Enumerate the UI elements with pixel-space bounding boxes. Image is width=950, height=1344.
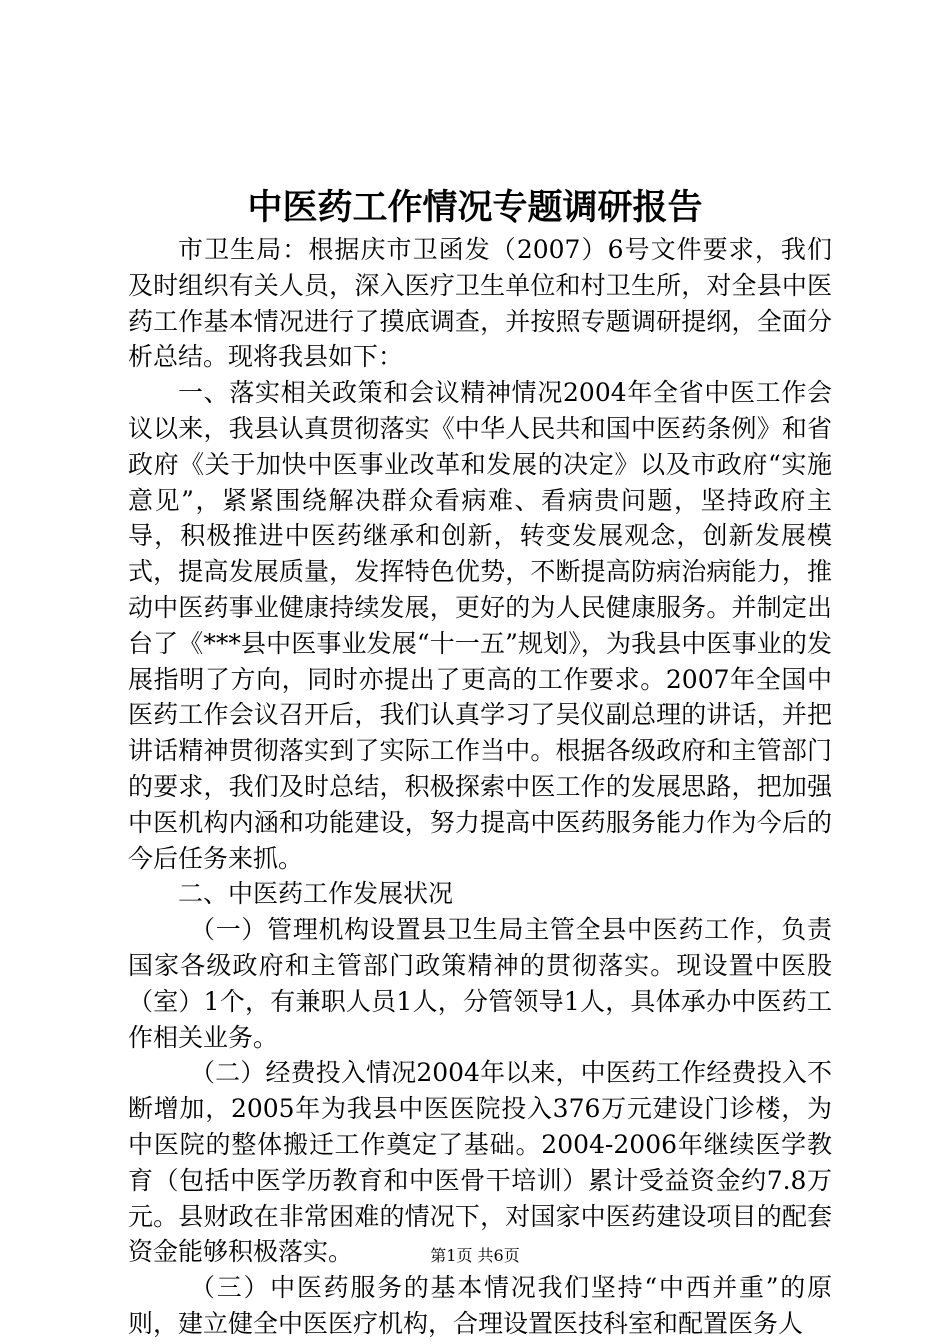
paragraph-section-2-heading: 二、中医药工作发展状况 [178,879,454,909]
paragraph-section-1: 一、落实相关政策和会议精神情况2004年全省中医工作会议以来，我县认真贯彻落实《中华人民共和国中医药条例》和省政府《关于加快中医事业改革和发展的决定》以及市政府“实施意见”，紧紧围绕解决群众看病难、看病贵问题，坚持政府主导，积极推进中医药继承和创新，转变发展观念，创新发展模式，提高发展质量，发挥特色优势，不断提高防病治病能力，推动中医药事业健康持续发展，更好的为人民健康服务。并制定出台了《***县中医事业发展“十一五”规划》，为我县中医事业的发展指明了方向，同时亦提出了更高的工作要求。2007年全国中医药工作会议召开后，我们认真学习了吴仪副总理的讲话，并把讲话精神贯彻落实到了实际工作当中。根据各级政府和主管部门的要求，我们及时总结，积极探索中医工作的发展思路，把加强中医机构内涵和功能建设，努力提高中医药服务能力作为今后的今后任务来抓。 [128,378,832,873]
paragraph-subsection-2: （二）经费投入情况2004年以来，中医药工作经费投入不断增加，2005年为我县中医医院投入376万元建设门诊楼，为中医院的整体搬迁工作奠定了基础。2004-2006年继续医学教育（包括中医学历教育和中医骨干培训）累计受益资金约7.8万元。县财政在非常困难的情况下，对国家中医药建设项目的配套资金能够积极落实。 [128,1058,832,1267]
document-title: 中医药工作情况专题调研报告 [247,187,703,228]
paragraph-intro: 市卫生局：根据庆市卫函发（2007）6号文件要求，我们及时组织有关人员，深入医疗卫生单位和村卫生所，对全县中医药工作基本情况进行了摸底调查，并按照专题调研提纲，全面分析总结。现将我县如下： [128,235,832,372]
document-body [128,232,832,1342]
paragraph-subsection-3: （三）中医药服务的基本情况我们坚持“中西并重”的原则，建立健全中医医疗机构，合理设置医技科室和配置医务人 [128,1273,832,1338]
paragraph-subsection-1: （一）管理机构设置县卫生局主管全县中医药工作，负责国家各级政府和主管部门政策精神的贯彻落实。现设置中医股（室）1个，有兼职人员1人，分管领导1人，具体承办中医药工作相关业务。 [128,915,832,1052]
page-footer: 第1页 共6页 [430,1246,520,1265]
